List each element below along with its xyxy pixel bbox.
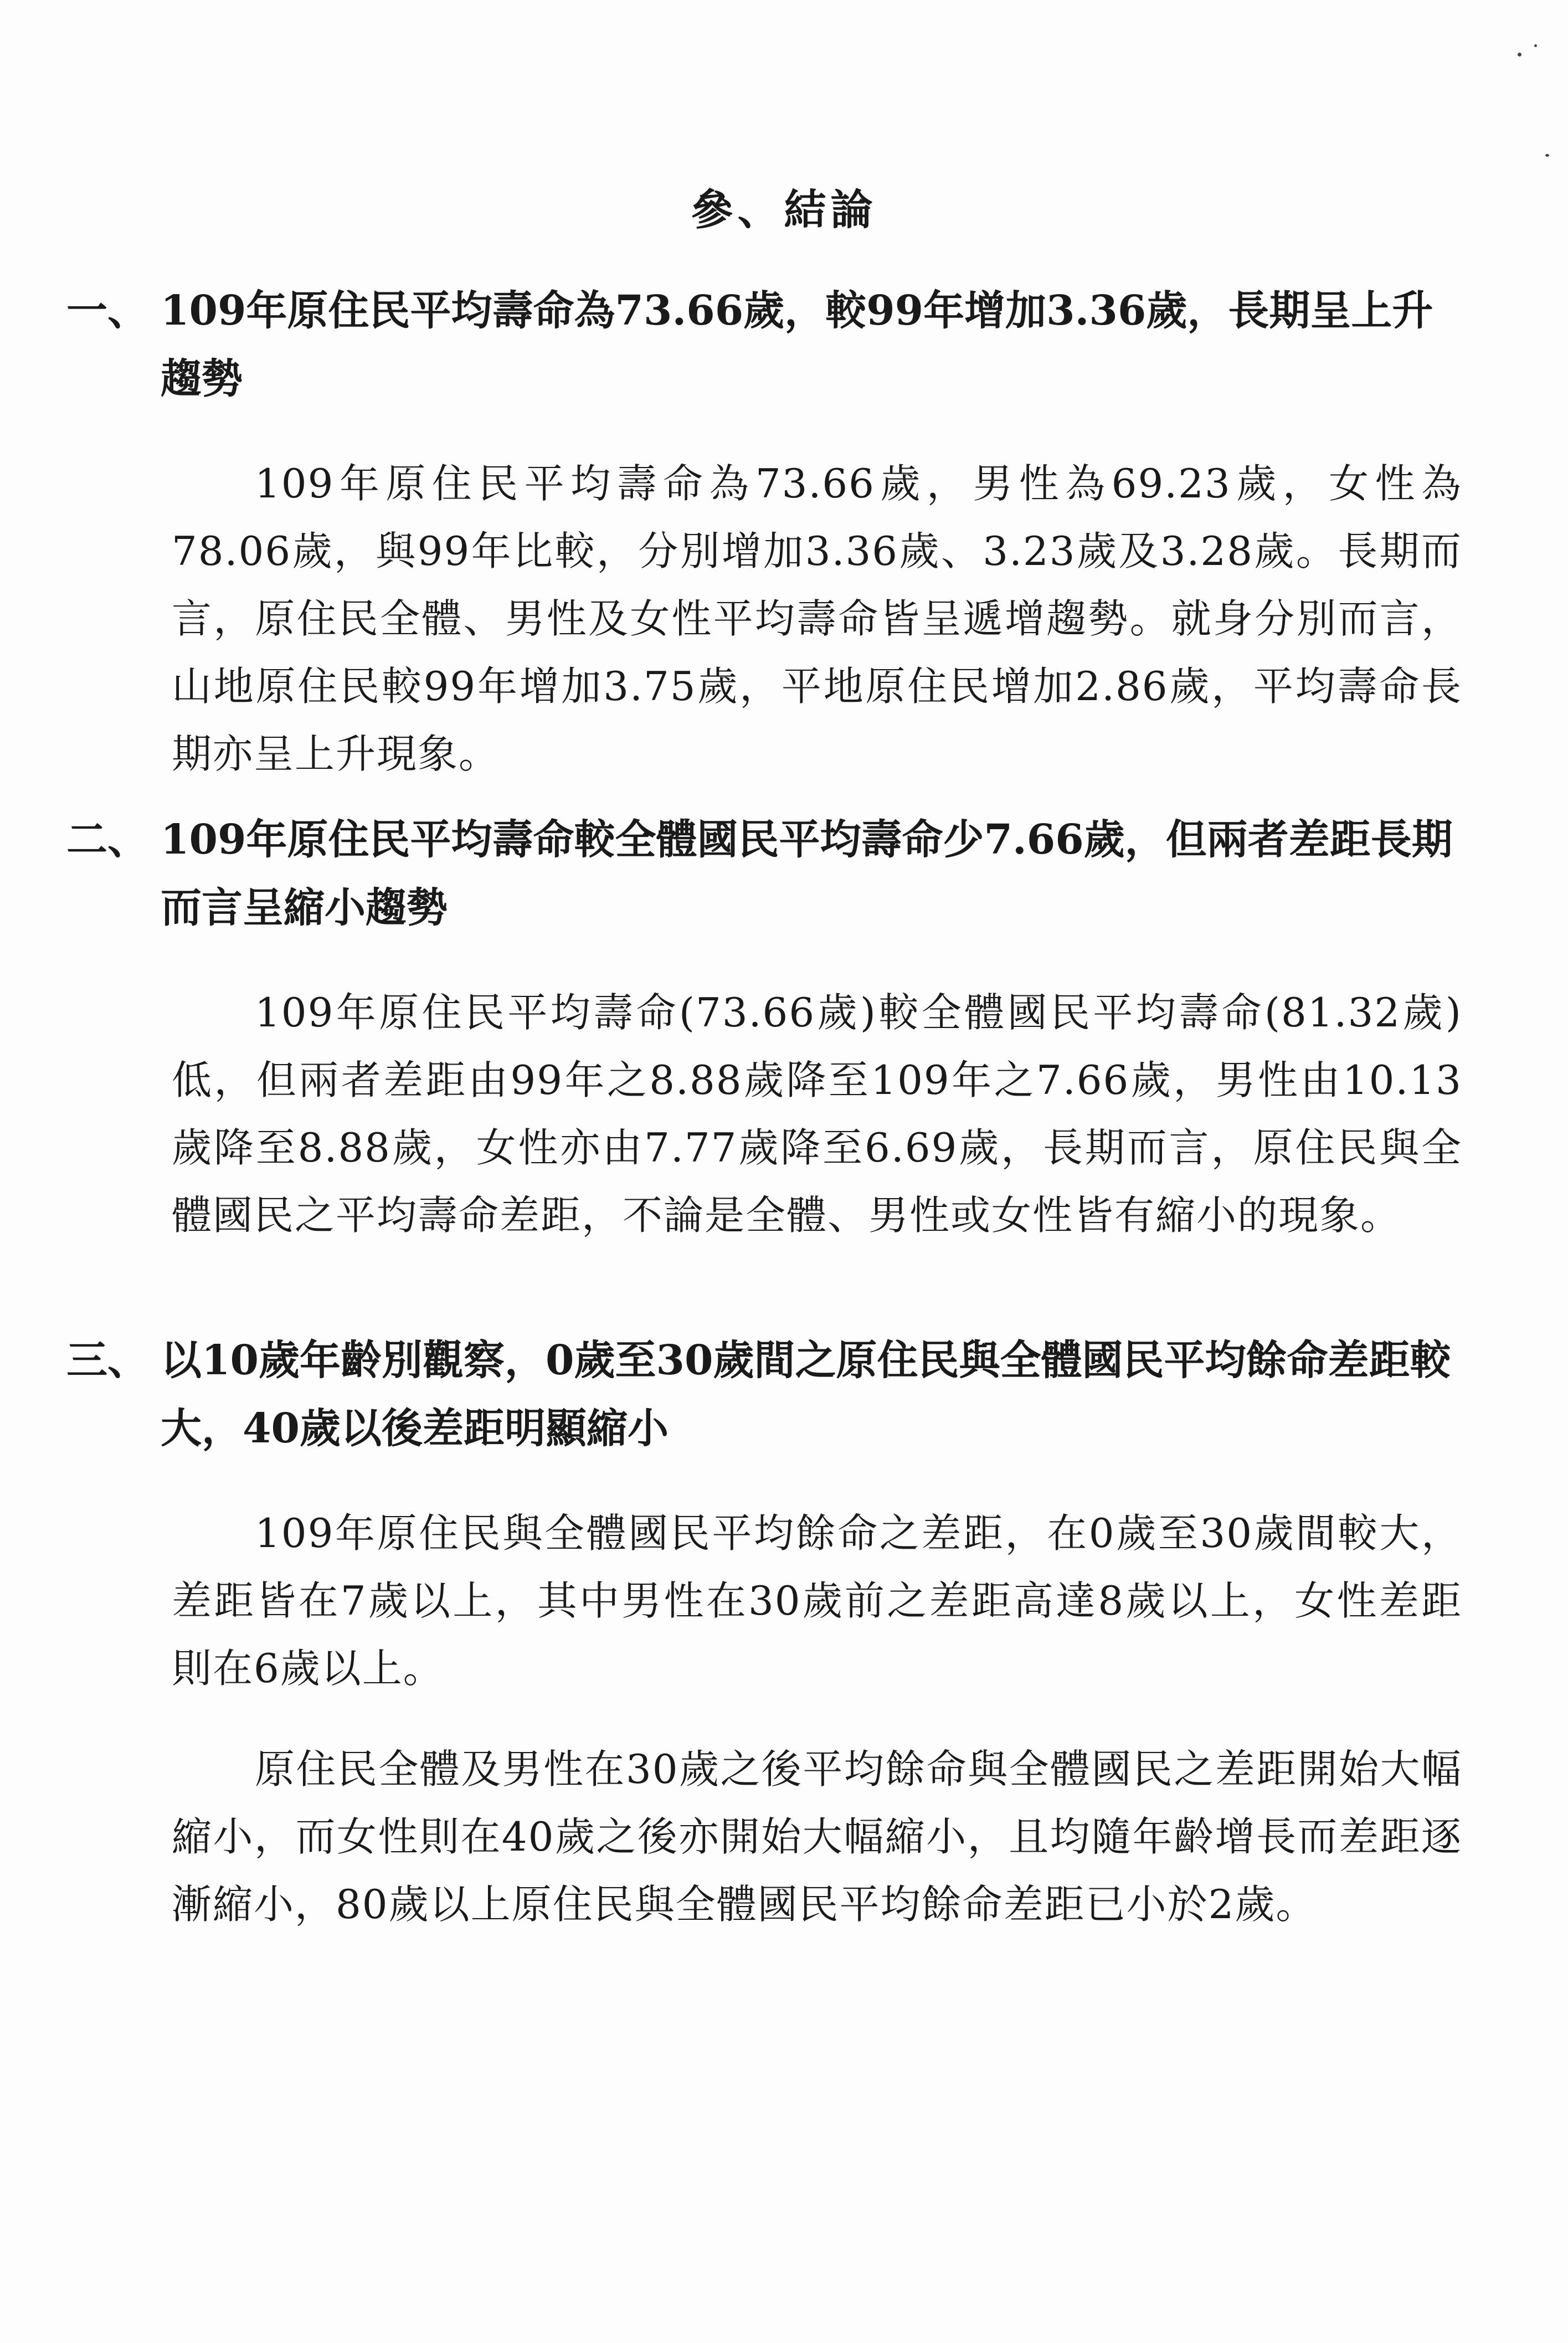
section-paragraph: 109年原住民平均壽命(73.66歲)較全體國民平均壽命(81.32歲)低，但兩者差距由99年之8.88歲降至109年之7.66歲，男性由10.13歲降至8.88歲，女性亦由7.77歲降至6.69歲，長期而言，原住民與全體國民之平均壽命差距，不論是全體、男性或女性皆有縮小的現象。 [172, 989, 1462, 1239]
conclusion-section-1 [66, 277, 1462, 788]
section-heading [66, 277, 1462, 413]
section-number: 一、 [66, 287, 148, 335]
section-heading-text: 以10歲年齡別觀察，0歲至30歲間之原住民與全體國民平均餘命差距較大，40歲以後差距明顯縮小 [161, 1337, 1451, 1452]
conclusion-section-2 [66, 806, 1462, 1249]
section-heading [66, 806, 1462, 942]
section-number: 三、 [66, 1337, 148, 1384]
section-paragraph: 原住民全體及男性在30歲之後平均餘命與全體國民之差距開始大幅縮小，而女性則在40歲之後亦開始大幅縮小，且均隨年齡增長而差距逐漸縮小，80歲以上原住民與全體國民平均餘命差距已小於2歲。 [172, 1746, 1462, 1928]
scan-speck [1534, 44, 1537, 47]
scan-speck [1545, 154, 1549, 157]
scan-speck [1518, 53, 1521, 56]
section-paragraph: 109年原住民與全體國民平均餘命之差距，在0歲至30歲間較大，差距皆在7歲以上，其中男性在30歲前之差距高達8歲以上，女性差距則在6歲以上。 [172, 1510, 1462, 1692]
section-number: 二、 [66, 816, 148, 864]
conclusion-section-3 [66, 1327, 1462, 1938]
section-heading-text: 109年原住民平均壽命較全體國民平均壽命少7.66歲，但兩者差距長期而言呈縮小趨勢 [161, 816, 1453, 932]
section-heading [66, 1327, 1462, 1463]
section-heading-text: 109年原住民平均壽命為73.66歲，較99年增加3.36歲，長期呈上升趨勢 [161, 287, 1433, 403]
section-paragraph: 109年原住民平均壽命為73.66歲，男性為69.23歲，女性為78.06歲，與99年比較，分別增加3.36歲、3.23歲及3.28歲。長期而言，原住民全體、男性及女性平均壽命皆呈遞增趨勢。就身分別而言，山地原住民較99年增加3.75歲，平地原住民增加2.86歲，平均壽命長期亦呈上升現象。 [172, 460, 1462, 777]
page-title: 參、結論 [691, 185, 877, 234]
